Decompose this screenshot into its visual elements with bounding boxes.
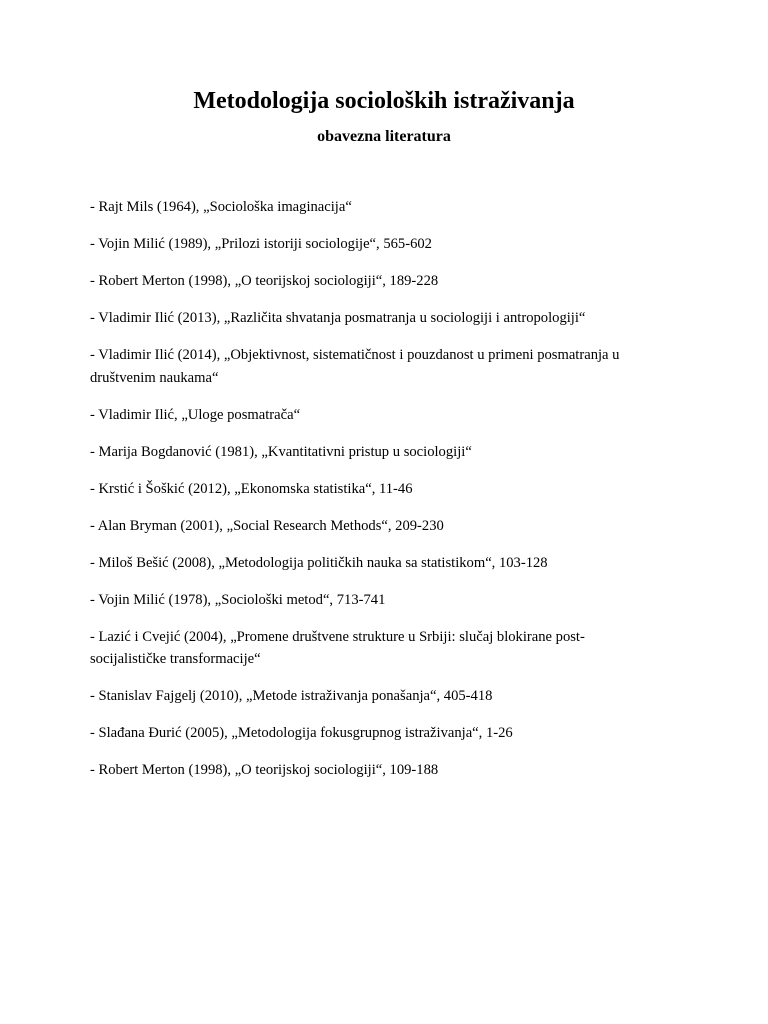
- reference-item: - Vladimir Ilić, „Uloge posmatrača“: [90, 406, 301, 423]
- reference-item: - Vojin Milić (1989), „Prilozi istoriji sociologije“, 565-602: [90, 236, 432, 252]
- reference-item: - Vladimir Ilić (2013), „Različita shvatanja posmatranja u sociologiji i antropologiji“: [90, 310, 586, 326]
- document-subtitle: obavezna literatura: [317, 128, 451, 145]
- reference-item: - Marija Bogdanović (1981), „Kvantitativni pristup u sociologiji“: [90, 443, 472, 460]
- reference-item: - Vojin Milić (1978), „Sociološki metod“, 713-741: [90, 591, 386, 608]
- reference-item: - Lazić i Cvejić (2004), „Promene društvene strukture u Srbiji: slučaj blokirane post-socijalističke transformacije“: [90, 628, 585, 667]
- reference-item: - Stanislav Fajgelj (2010), „Metode istraživanja ponašanja“, 405-418: [90, 688, 493, 704]
- reference-item: - Vladimir Ilić (2014), „Objektivnost, sistematičnost i pouzdanost u primeni posmatranja u društvenim naukama“: [90, 347, 620, 386]
- reference-item: - Robert Merton (1998), „O teorijskoj sociologiji“, 189-228: [90, 273, 439, 289]
- reference-item: - Robert Merton (1998), „O teorijskoj sociologiji“, 109-188: [90, 762, 439, 778]
- reference-item: - Krstić i Šoškić (2012), „Ekonomska statistika“, 11-46: [90, 480, 413, 497]
- reference-item: - Miloš Bešić (2008), „Metodologija političkih nauka sa statistikom“, 103-128: [90, 554, 548, 571]
- reference-item: - Rajt Mils (1964), „Sociološka imaginacija“: [90, 199, 352, 215]
- reference-item: - Slađana Đurić (2005), „Metodologija fokusgrupnog istraživanja“, 1-26: [90, 725, 513, 741]
- document-title: Metodologija socioloških istraživanja: [193, 88, 575, 114]
- reference-list: [90, 196, 650, 796]
- reference-item: - Alan Bryman (2001), „Social Research Methods“, 209-230: [90, 517, 444, 534]
